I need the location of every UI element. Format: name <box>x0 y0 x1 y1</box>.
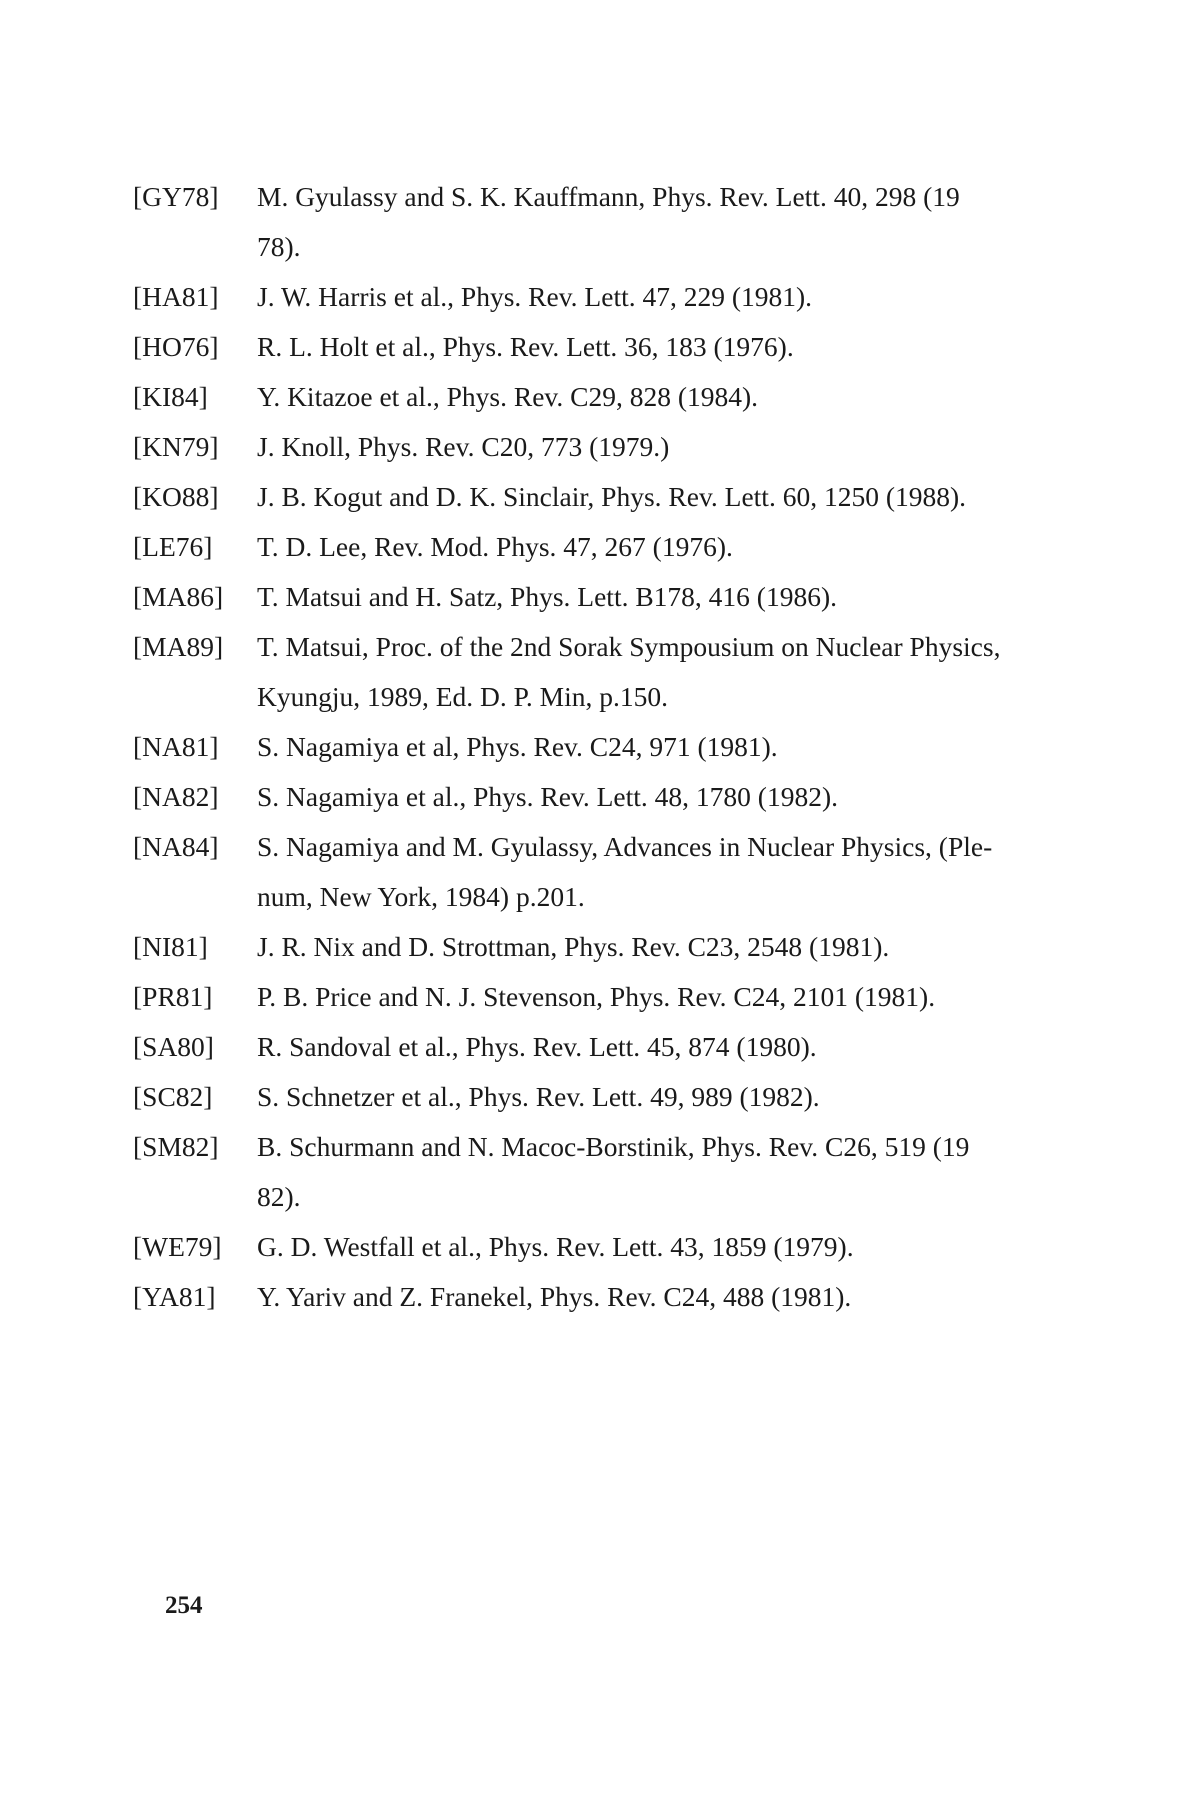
citation-line: T. D. Lee, Rev. Mod. Phys. 47, 267 (1976). <box>257 531 733 562</box>
reference-citation <box>257 1022 1083 1072</box>
reference-citation <box>257 1072 1083 1122</box>
citation-line: M. Gyulassy and S. K. Kauffmann, Phys. Rev. Lett. 40, 298 (19 <box>257 181 960 212</box>
reference-entry <box>133 272 1083 322</box>
reference-entry <box>133 622 1083 722</box>
reference-citation <box>257 172 1083 272</box>
reference-citation <box>257 1122 1083 1222</box>
reference-entry <box>133 372 1083 422</box>
citation-line: T. Matsui, Proc. of the 2nd Sorak Sympousium on Nuclear Physics, <box>257 631 1001 662</box>
reference-entry <box>133 522 1083 572</box>
reference-key: [HO76] <box>133 331 219 362</box>
reference-key: [SC82] <box>133 1081 213 1112</box>
citation-line: B. Schurmann and N. Macoc-Borstinik, Phys. Rev. C26, 519 (19 <box>257 1131 970 1162</box>
citation-line: S. Schnetzer et al., Phys. Rev. Lett. 49, 989 (1982). <box>257 1081 820 1112</box>
reference-list <box>133 172 1083 1322</box>
reference-citation <box>257 272 1083 322</box>
page-number: 254 <box>165 1592 203 1619</box>
reference-key: [PR81] <box>133 981 213 1012</box>
reference-citation <box>257 372 1083 422</box>
reference-key: [YA81] <box>133 1281 216 1312</box>
reference-entry <box>133 322 1083 372</box>
citation-line: P. B. Price and N. J. Stevenson, Phys. Rev. C24, 2101 (1981). <box>257 981 936 1012</box>
reference-key: [SM82] <box>133 1131 219 1162</box>
reference-citation <box>257 922 1083 972</box>
reference-citation <box>257 472 1083 522</box>
reference-key: [NI81] <box>133 931 208 962</box>
citation-line: J. R. Nix and D. Strottman, Phys. Rev. C23, 2548 (1981). <box>257 931 890 962</box>
reference-entry <box>133 1022 1083 1072</box>
reference-citation <box>257 322 1083 372</box>
reference-citation <box>257 822 1083 922</box>
citation-line: J. W. Harris et al., Phys. Rev. Lett. 47, 229 (1981). <box>257 281 813 312</box>
reference-entry <box>133 772 1083 822</box>
reference-citation <box>257 972 1083 1022</box>
reference-entry <box>133 922 1083 972</box>
reference-entry <box>133 472 1083 522</box>
citation-line: J. Knoll, Phys. Rev. C20, 773 (1979.) <box>257 431 670 462</box>
reference-entry <box>133 1222 1083 1272</box>
reference-key: [GY78] <box>133 181 219 212</box>
reference-entry <box>133 1072 1083 1122</box>
citation-line: G. D. Westfall et al., Phys. Rev. Lett. 43, 1859 (1979). <box>257 1231 854 1262</box>
reference-entry <box>133 572 1083 622</box>
reference-key: [MA86] <box>133 581 224 612</box>
reference-citation <box>257 772 1083 822</box>
citation-line: S. Nagamiya et al., Phys. Rev. Lett. 48, 1780 (1982). <box>257 781 838 812</box>
reference-key: [HA81] <box>133 281 219 312</box>
citation-line: num, New York, 1984) p.201. <box>257 881 585 912</box>
citation-line: R. Sandoval et al., Phys. Rev. Lett. 45, 874 (1980). <box>257 1031 817 1062</box>
reference-key: [SA80] <box>133 1031 214 1062</box>
citation-line: Y. Kitazoe et al., Phys. Rev. C29, 828 (1984). <box>257 381 759 412</box>
reference-entry <box>133 722 1083 772</box>
citation-line: Y. Yariv and Z. Franekel, Phys. Rev. C24, 488 (1981). <box>257 1281 852 1312</box>
reference-entry <box>133 172 1083 272</box>
citation-line: J. B. Kogut and D. K. Sinclair, Phys. Rev. Lett. 60, 1250 (1988). <box>257 481 967 512</box>
reference-entry <box>133 972 1083 1022</box>
reference-key: [NA82] <box>133 781 219 812</box>
reference-key: [NA84] <box>133 831 219 862</box>
reference-citation <box>257 422 1083 472</box>
reference-key: [KI84] <box>133 381 208 412</box>
reference-citation <box>257 1222 1083 1272</box>
reference-entry <box>133 422 1083 472</box>
reference-citation <box>257 722 1083 772</box>
reference-key: [MA89] <box>133 631 224 662</box>
reference-key: [KN79] <box>133 431 219 462</box>
reference-key: [NA81] <box>133 731 219 762</box>
reference-citation <box>257 1272 1083 1322</box>
citation-line: 82). <box>257 1181 301 1212</box>
reference-citation <box>257 572 1083 622</box>
reference-citation <box>257 522 1083 572</box>
reference-entry <box>133 1272 1083 1322</box>
reference-entry <box>133 822 1083 922</box>
reference-citation <box>257 622 1083 722</box>
reference-key: [KO88] <box>133 481 219 512</box>
citation-line: T. Matsui and H. Satz, Phys. Lett. B178, 416 (1986). <box>257 581 837 612</box>
reference-key: [WE79] <box>133 1231 222 1262</box>
reference-key: [LE76] <box>133 531 213 562</box>
citation-line: R. L. Holt et al., Phys. Rev. Lett. 36, 183 (1976). <box>257 331 794 362</box>
citation-line: S. Nagamiya and M. Gyulassy, Advances in Nuclear Physics, (Ple- <box>257 831 993 862</box>
citation-line: 78). <box>257 231 301 262</box>
citation-line: S. Nagamiya et al, Phys. Rev. C24, 971 (1981). <box>257 731 778 762</box>
reference-entry <box>133 1122 1083 1222</box>
citation-line: Kyungju, 1989, Ed. D. P. Min, p.150. <box>257 681 668 712</box>
